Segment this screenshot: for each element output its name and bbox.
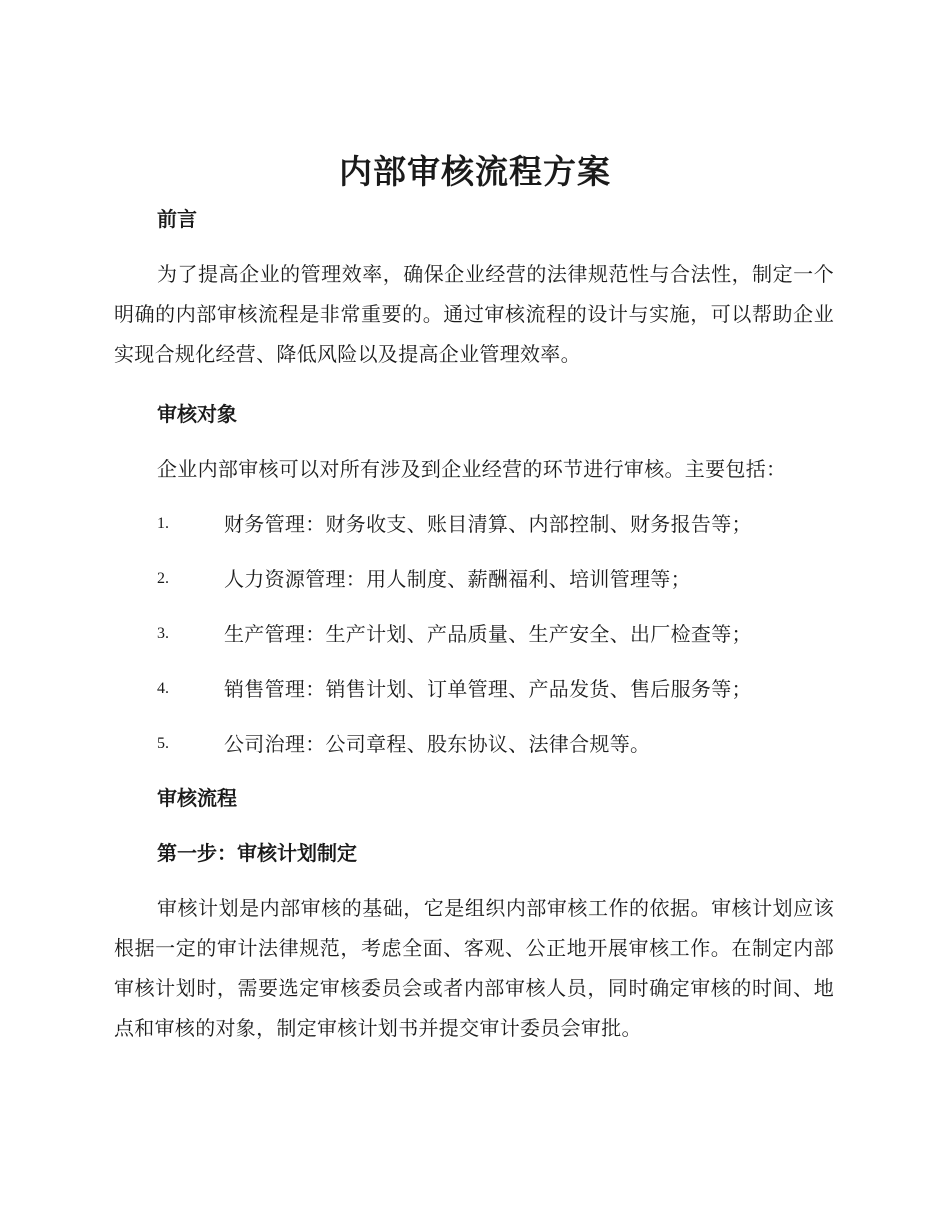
step1-paragraph: 审核计划是内部审核的基础，它是组织内部审核工作的依据。审核计划应该根据一定的审计法律规范，考虑全面、客观、公正地开展审核工作。在制定内部审核计划时，需要选定审核委员会或者内部审核人员，同时确定审核的时间、地点和审核的对象，制定审核计划书并提交审计委员会审批。 xyxy=(114,896,834,1040)
section-heading-audit-process: 审核流程 xyxy=(157,786,237,810)
list-text: 财务管理：财务收支、账目清算、内部控制、财务报告等； xyxy=(224,512,752,536)
list-text: 人力资源管理：用人制度、薪酬福利、培训管理等； xyxy=(224,567,691,591)
list-text: 生产管理：生产计划、产品质量、生产安全、出厂检查等； xyxy=(224,622,752,646)
preface-paragraph: 为了提高企业的管理效率，确保企业经营的法律规范性与合法性，制定一个明确的内部审核流程是非常重要的。通过审核流程的设计与实施，可以帮助企业实现合规化经营、降低风险以及提高企业管理效率。 xyxy=(114,262,834,366)
list-number: 3. xyxy=(157,625,169,642)
list-number: 2. xyxy=(157,570,169,587)
list-text: 销售管理：销售计划、订单管理、产品发货、售后服务等； xyxy=(224,677,752,701)
subheading-step1: 第一步：审核计划制定 xyxy=(157,841,357,865)
list-number: 5. xyxy=(157,735,169,752)
list-number: 1. xyxy=(157,515,169,532)
list-text: 公司治理：公司章程、股东协议、法律合规等。 xyxy=(224,732,651,756)
audit-objects-intro: 企业内部审核可以对所有涉及到企业经营的环节进行审核。主要包括： xyxy=(157,457,787,481)
document-title: 内部审核流程方案 xyxy=(339,152,611,191)
section-heading-audit-objects: 审核对象 xyxy=(157,402,237,426)
list-number: 4. xyxy=(157,680,169,697)
section-heading-preface: 前言 xyxy=(157,207,197,231)
